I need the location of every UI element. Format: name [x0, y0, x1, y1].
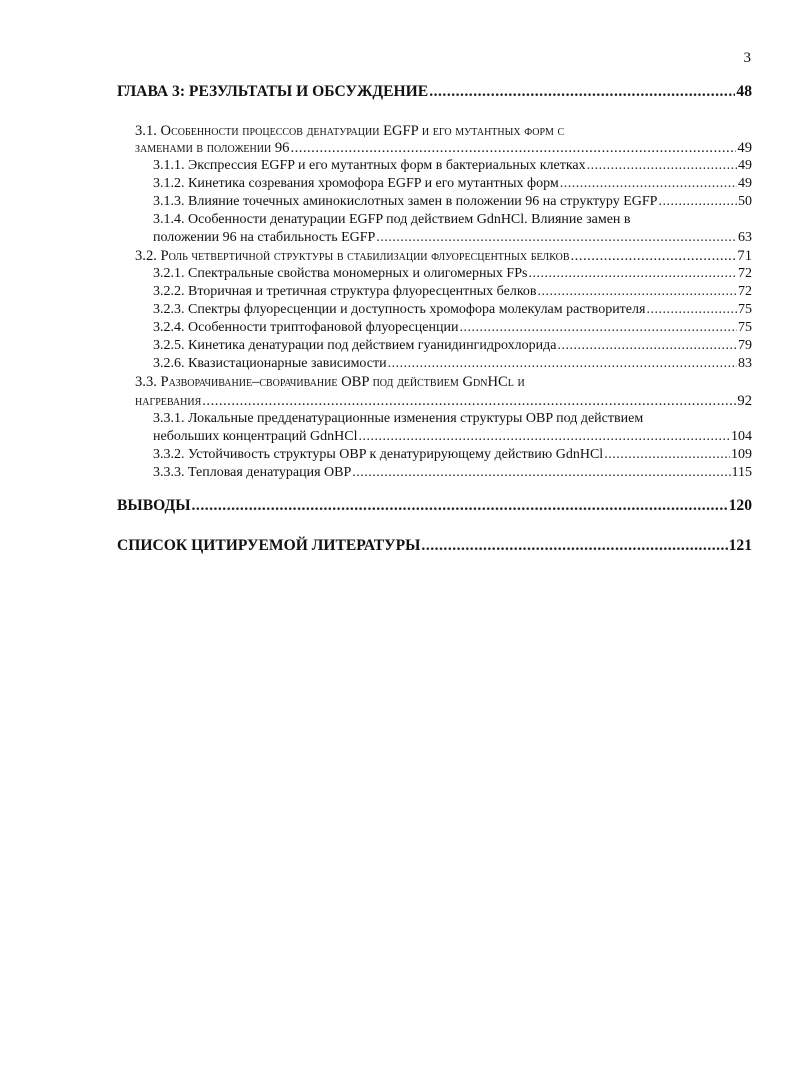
toc-entry-title: ВЫВОДЫ	[117, 497, 191, 514]
toc-entry-title: 3.2.6. Квазистационарные зависимости	[153, 356, 387, 371]
toc-page-number: 121	[728, 537, 752, 554]
toc-page-number: 49	[737, 140, 752, 156]
toc-subsection-3-2-2[interactable]	[153, 284, 752, 300]
toc-subsection-3-2-6[interactable]	[153, 356, 752, 372]
toc-entry-title: 3.3.2. Устойчивость структуры OBP к денатурирующему действию GdnHCl	[153, 447, 604, 462]
toc-subsection-3-3-1-line1[interactable]: 3.3.1. Локальные предденатурационные изменения структуры OBP под действием	[153, 411, 644, 426]
toc-page-number: 63	[738, 230, 752, 245]
toc-page-number: 49	[738, 158, 752, 173]
toc-leader-dots	[359, 429, 731, 445]
toc-page-number: 49	[738, 176, 752, 191]
toc-leader-dots	[429, 84, 735, 100]
toc-leader-dots	[202, 393, 736, 409]
toc-entry-title: 3.2.4. Особенности триптофановой флуоресценции	[153, 320, 459, 335]
toc-page-number: 50	[738, 194, 752, 209]
toc-chapter-3[interactable]	[117, 84, 752, 100]
toc-section-3-1-line1[interactable]: 3.1. Особенности процессов денатурации EGFP и его мутантных форм с	[135, 123, 565, 139]
toc-leader-dots	[558, 338, 738, 354]
toc-subsection-3-2-4[interactable]	[153, 320, 752, 336]
toc-entry-title: ГЛАВА 3: РЕЗУЛЬТАТЫ И ОБСУЖДЕНИЕ	[117, 83, 429, 100]
toc-entry-title: 3.2. Роль четвертичной структуры в стабилизации флуоресцентных белков	[135, 248, 570, 264]
toc-entry-title: 3.3.3. Тепловая денатурация OBP	[153, 465, 352, 480]
toc-subsection-3-1-4[interactable]	[153, 230, 752, 246]
toc-entry-title: 3.1.1. Экспрессия EGFP и его мутантных форм в бактериальных клетках	[153, 158, 586, 173]
toc-section-3-2[interactable]	[135, 248, 752, 264]
toc-subsection-3-1-3[interactable]	[153, 194, 752, 210]
toc-entry-title: 3.2.1. Спектральные свойства мономерных и олигомерных FPs	[153, 266, 528, 281]
toc-entry-title: положении 96 на стабильность EGFP	[153, 230, 376, 245]
toc-leader-dots	[376, 230, 737, 246]
toc-page-number: 104	[731, 429, 752, 444]
toc-subsection-3-1-1[interactable]	[153, 158, 752, 174]
toc-subsection-3-3-1[interactable]	[153, 429, 752, 445]
toc-leader-dots	[459, 320, 737, 336]
toc-leader-dots	[290, 140, 736, 156]
toc-entry-title: 3.1.3. Влияние точечных аминокислотных замен в положении 96 на структуру EGFP	[153, 194, 658, 209]
toc-subsection-3-2-1[interactable]	[153, 266, 752, 282]
toc-leader-dots	[538, 284, 737, 300]
toc-entry-title: 3.2.3. Спектры флуоресценции и доступность хромофора молекулам растворителя	[153, 302, 646, 317]
toc-leader-dots	[658, 194, 737, 210]
toc-leader-dots	[421, 538, 727, 554]
toc-leader-dots	[604, 447, 730, 463]
toc-entry-title: 3.2.5. Кинетика денатурации под действием гуанидингидрохлорида	[153, 338, 557, 353]
toc-page-number: 48	[736, 83, 752, 100]
toc-subsection-3-2-5[interactable]	[153, 338, 752, 354]
toc-page-number: 71	[737, 248, 752, 264]
toc-entry-title: СПИСОК ЦИТИРУЕМОЙ ЛИТЕРАТУРЫ	[117, 537, 421, 554]
toc-subsection-3-2-3[interactable]	[153, 302, 752, 318]
toc-leader-dots	[352, 465, 730, 481]
toc-entry-title: небольших концентраций GdnHCl	[153, 429, 358, 444]
toc-page-number: 75	[738, 320, 752, 335]
toc-leader-dots	[560, 176, 737, 192]
toc-entry-title: нагревания	[135, 393, 202, 409]
toc-entry-title: 3.2.2. Вторичная и третичная структура флуоресцентных белков	[153, 284, 537, 299]
toc-subsection-3-3-3[interactable]	[153, 465, 752, 481]
toc-page-number: 79	[738, 338, 752, 353]
toc-page-number: 83	[738, 356, 752, 371]
toc-leader-dots	[587, 158, 737, 174]
toc-page-number: 120	[728, 497, 752, 514]
toc-page-number: 72	[738, 284, 752, 299]
toc-section-3-1[interactable]	[135, 140, 752, 156]
toc-entry-title: заменами в положении 96	[135, 140, 290, 156]
toc-section-3-3-line1[interactable]: 3.3. Разворачивание–сворачивание OBP под действием GdnHCl и	[135, 374, 525, 390]
toc-conclusions[interactable]	[117, 498, 752, 514]
toc-entry-title: 3.1.2. Кинетика созревания хромофора EGFP и его мутантных форм	[153, 176, 559, 191]
page-number: 3	[743, 50, 751, 66]
toc-leader-dots	[528, 266, 737, 282]
toc-leader-dots	[646, 302, 737, 318]
toc-subsection-3-3-2[interactable]	[153, 447, 752, 463]
toc-section-3-3[interactable]	[135, 393, 752, 409]
toc-page-number: 92	[737, 393, 752, 409]
toc-page-number: 75	[738, 302, 752, 317]
toc-page-number: 115	[731, 465, 752, 480]
toc-references[interactable]	[117, 538, 752, 554]
toc-page-number: 72	[738, 266, 752, 281]
toc-subsection-3-1-4-line1[interactable]: 3.1.4. Особенности денатурации EGFP под действием GdnHCl. Влияние замен в	[153, 212, 631, 227]
toc-leader-dots	[571, 248, 737, 264]
toc-leader-dots	[192, 498, 728, 514]
toc-page-number: 109	[731, 447, 752, 462]
toc-leader-dots	[388, 356, 737, 372]
toc-subsection-3-1-2[interactable]	[153, 176, 752, 192]
